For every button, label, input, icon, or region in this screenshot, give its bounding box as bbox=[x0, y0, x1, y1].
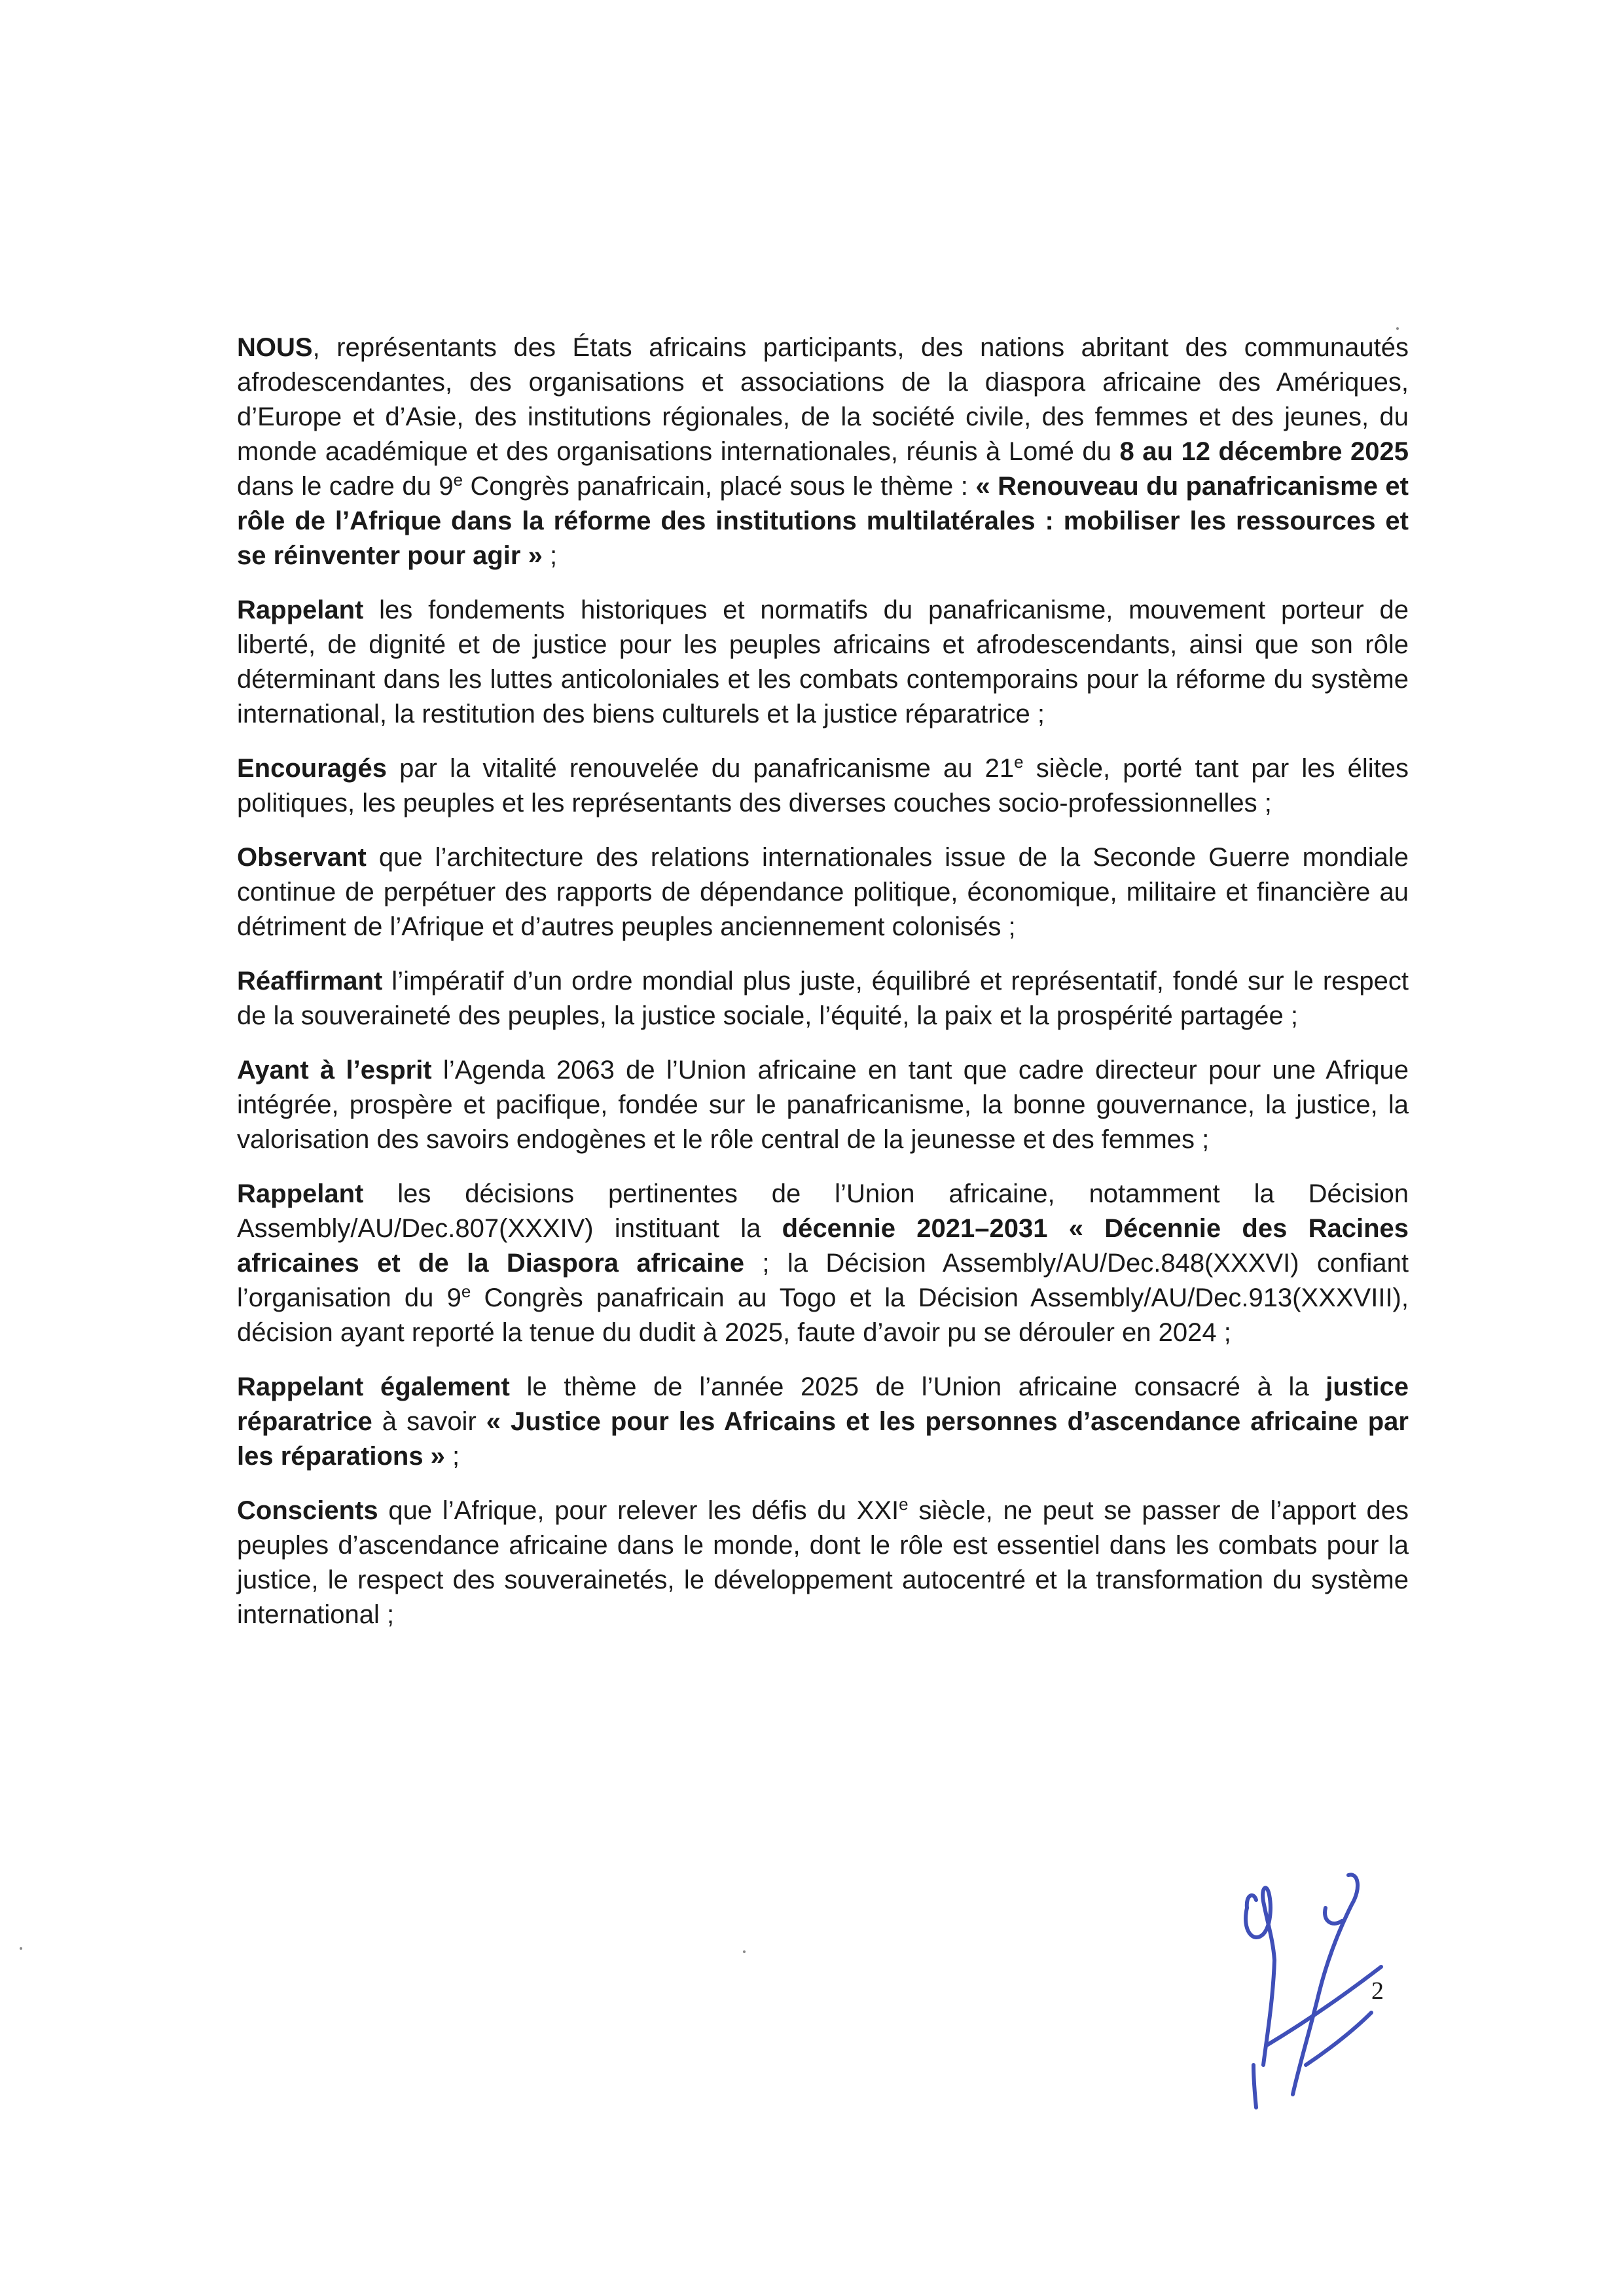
bold-text: décennie 2021–2031 « Décennie des Racines africaines et de la Diaspora africaine bbox=[237, 1214, 1409, 1278]
paragraph-observant bbox=[237, 840, 1409, 944]
bold-text: Réaffirmant bbox=[237, 967, 383, 996]
paragraph-ayant-a-l-esprit bbox=[237, 1053, 1409, 1157]
body-text: l’impératif d’un ordre mondial plus juste, équilibré et représentatif, fondé sur le respect de la souveraineté des peuples, la justice sociale, l’équité, la paix et la prospérité partagée ; bbox=[237, 967, 1409, 1030]
body-text: à savoir bbox=[372, 1407, 486, 1436]
body-text: siècle, ne peut se passer de l’apport des peuples d’ascendance africaine dans le monde, dont le rôle est essentiel dans les combats pour la justice, le respect des souverainetés, le développement autocentré et la transformation du système international ; bbox=[237, 1496, 1409, 1629]
superscript: e bbox=[1014, 752, 1024, 772]
paragraph-encourages bbox=[237, 751, 1409, 821]
body-text: par la vitalité renouvelée du panafricanisme au 21 bbox=[386, 754, 1015, 783]
bold-text: Encouragés bbox=[237, 754, 387, 783]
body-text: , représentants des États africains participants, des nations abritant des communautés afrodescendantes, des organisations et associations de la diaspora africaine des Amériques, d’Europe et d’Asie, des institutions régionales, de la société civile, des femmes et des jeunes, du monde académique et des organisations internationales, réunis à Lomé du bbox=[237, 333, 1409, 466]
bold-text: Conscients bbox=[237, 1496, 378, 1525]
paragraph-conscients bbox=[237, 1494, 1409, 1632]
body-text: le thème de l’année 2025 de l’Union africaine consacré à la bbox=[509, 1372, 1326, 1401]
superscript: e bbox=[899, 1494, 909, 1514]
paragraph-rappelant-1 bbox=[237, 593, 1409, 732]
body-text: ; la Décision Assembly/AU/Dec.848(XXXVI) confiant l’organisation du 9 bbox=[237, 1249, 1409, 1312]
document-body bbox=[237, 331, 1409, 1652]
paragraph-rappelant-egalement bbox=[237, 1370, 1409, 1474]
page-number: 2 bbox=[1371, 1977, 1384, 2005]
bold-text: 8 au 12 décembre 2025 bbox=[1119, 437, 1409, 466]
paragraph-nous bbox=[237, 331, 1409, 573]
body-text: les décisions pertinentes de l’Union africaine, notamment la Décision Assembly/AU/Dec.807(XXXIV) instituant la bbox=[237, 1179, 1409, 1243]
bold-text: Ayant à l’esprit bbox=[237, 1056, 432, 1085]
body-text: l’Agenda 2063 de l’Union africaine en tant que cadre directeur pour une Afrique intégrée, prospère et pacifique, fondée sur le panafricanisme, la bonne gouvernance, la justice, la valorisation des savoirs endogènes et le rôle central de la jeunesse et des femmes ; bbox=[237, 1056, 1409, 1154]
paragraph-reaffirmant bbox=[237, 964, 1409, 1033]
bold-text: Rappelant également bbox=[237, 1372, 510, 1401]
superscript: e bbox=[453, 470, 463, 490]
scan-speck bbox=[1396, 327, 1399, 330]
body-text: que l’Afrique, pour relever les défis du XXI bbox=[378, 1496, 899, 1525]
body-text: ; bbox=[542, 541, 558, 570]
paragraph-rappelant-2 bbox=[237, 1177, 1409, 1350]
bold-text: justice réparatrice bbox=[237, 1372, 1409, 1436]
body-text: Congrès panafricain, placé sous le thème : bbox=[463, 472, 976, 501]
body-text: dans le cadre du 9 bbox=[237, 472, 454, 501]
body-text: les fondements historiques et normatifs du panafricanisme, mouvement porteur de liberté, de dignité et de justice pour les peuples africains et afrodescendants, ainsi que son rôle déterminant dans les luttes anticoloniales et les combats contemporains pour la réforme du système international, la restitution des biens culturels et la justice réparatrice ; bbox=[237, 596, 1409, 728]
bold-text: « Justice pour les Africains et les personnes d’ascendance africaine par les réparations » bbox=[237, 1407, 1409, 1471]
bold-text: Rappelant bbox=[237, 596, 364, 624]
bold-text: Rappelant bbox=[237, 1179, 364, 1208]
bold-text: Observant bbox=[237, 843, 367, 872]
superscript: e bbox=[461, 1282, 471, 1301]
body-text: siècle, porté tant par les élites politiques, les peuples et les représentants des diverses couches socio-professionnelles ; bbox=[237, 754, 1409, 817]
scan-speck bbox=[20, 1947, 22, 1950]
body-text: que l’architecture des relations internationales issue de la Seconde Guerre mondiale continue de perpétuer des rapports de dépendance politique, économique, militaire et financière au détriment de l’Afrique et d’autres peuples anciennement colonisés ; bbox=[237, 843, 1409, 941]
bold-text: NOUS bbox=[237, 333, 313, 362]
body-text: Congrès panafricain au Togo et la Décision Assembly/AU/Dec.913(XXXVIII), décision ayant reporté la tenue du dudit à 2025, faute d’avoir pu se dérouler en 2024 ; bbox=[237, 1283, 1409, 1347]
bold-text: « Renouveau du panafricanisme et rôle de l’Afrique dans la réforme des institutions multilatérales : mobiliser les ressources et se réinventer pour agir » bbox=[237, 472, 1409, 570]
scan-speck bbox=[743, 1950, 746, 1953]
body-text: ; bbox=[444, 1442, 460, 1471]
